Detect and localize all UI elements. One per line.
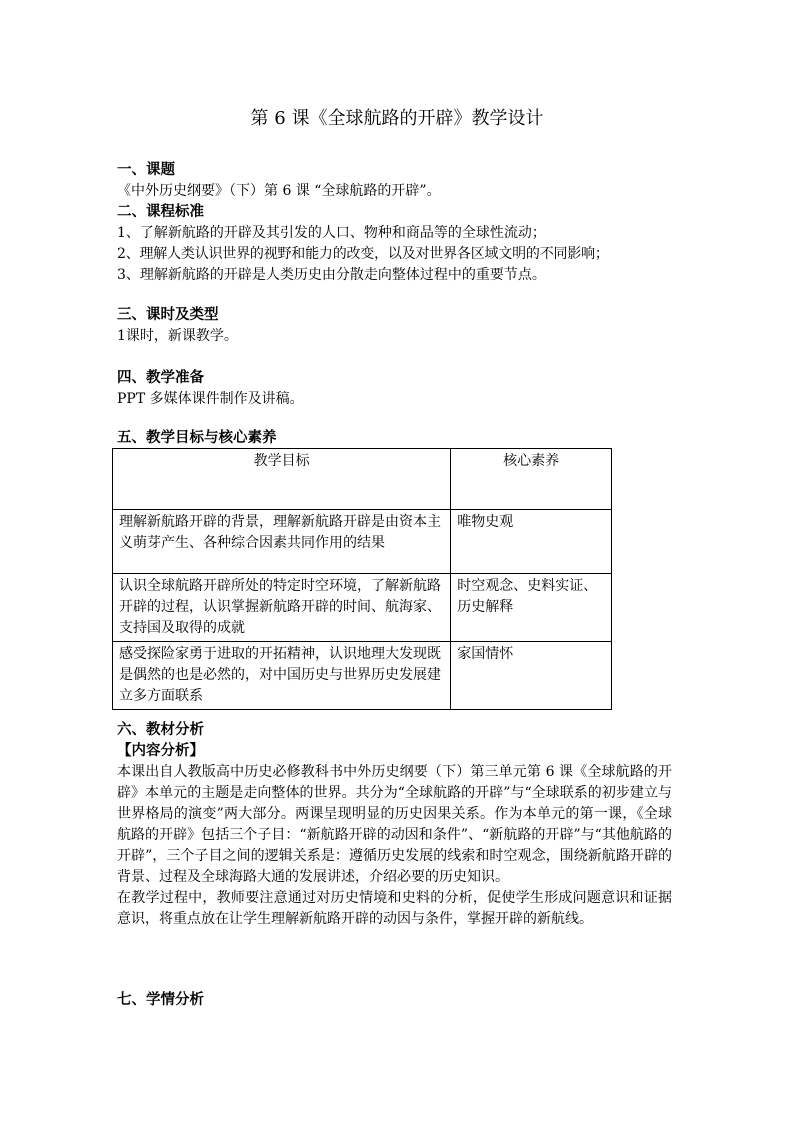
section-4 <box>117 368 672 410</box>
section-4-heading: 四、教学准备 <box>117 370 204 386</box>
literacy-cell: 唯物史观 <box>451 510 612 574</box>
content-analysis-paragraph-1: 本课出自人教版高中历史必修教科书中外历史纲要（下）第三单元第 6 课《全球航路的开辟》本单元的主题是走向整体的世界。共分为“全球航路的开辟”与“全球联系的初步建立与世界格局的演变”两大部分。两课呈现明显的历史因果关系。作为本单元的第一课，《全球航路的开辟》包括三个子目：“新航路开辟的动因和条件”、“新航路的开辟”与“其他航路的开辟”，三个子目之间的逻辑关系是：遵循历史发展的线索和时空观念，围绕新航路开辟的背景、过程及全球海路大通的发展讲述，介绍必要的历史知识。 <box>117 764 672 885</box>
table-row <box>113 642 612 710</box>
section-3-heading: 三、课时及类型 <box>117 307 219 323</box>
section-5-heading: 五、教学目标与核心素养 <box>117 430 277 446</box>
section-1-text: 《中外历史纲要》（下）第 6 课 “全球航路的开辟”。 <box>117 183 441 199</box>
standard-line-3: 3、理解新航路的开辟是人类历史由分散走向整体过程中的重要节点。 <box>117 267 546 283</box>
section-3-text: 1课时，新课教学。 <box>117 328 238 344</box>
section-1-heading: 一、课题 <box>117 162 175 178</box>
content-analysis-subheading: 【内容分析】 <box>117 743 204 759</box>
literacy-cell: 家国情怀 <box>451 642 612 710</box>
document-title: 第 6 课《全球航路的开辟》教学设计 <box>250 108 544 129</box>
section-6-heading: 六、教材分析 <box>117 722 204 738</box>
section-7-heading: 七、学情分析 <box>117 992 204 1008</box>
table-row <box>113 574 612 642</box>
table-row <box>113 510 612 574</box>
section-5 <box>117 428 672 449</box>
standard-line-1: 1、了解新航路的开辟及其引发的人口、物种和商品等的全球性流动； <box>117 225 546 241</box>
section-1 <box>117 160 672 202</box>
table-header-row <box>113 449 612 510</box>
standard-line-2: 2、理解人类认识世界的视野和能力的改变，以及对世界各区域文明的不同影响； <box>117 246 609 262</box>
goals-table <box>112 448 612 710</box>
goal-cell: 认识全球航路开辟所处的特定时空环境，了解新航路开辟的过程，认识掌握新航路开辟的时间、航海家、支持国及取得的成就 <box>113 574 451 642</box>
section-2-heading: 二、课程标准 <box>117 204 204 220</box>
section-3 <box>117 305 672 347</box>
section-6 <box>117 720 672 930</box>
section-2 <box>117 202 672 286</box>
goal-cell: 感受探险家勇于进取的开拓精神，认识地理大发现既是偶然的也是必然的，对中国历史与世界历史发展建立多方面联系 <box>113 642 451 710</box>
table-header-literacy: 核心素养 <box>451 449 612 510</box>
content-analysis-paragraph-2: 在教学过程中，教师要注意通过对历史情境和史料的分析，促使学生形成问题意识和证据意识，将重点放在让学生理解新航路开辟的动因与条件，掌握开辟的新航线。 <box>117 890 672 927</box>
table-header-goal: 教学目标 <box>113 449 451 510</box>
section-7 <box>117 990 672 1011</box>
section-4-text: PPT 多媒体课件制作及讲稿。 <box>117 391 304 407</box>
literacy-cell: 时空观念、史料实证、历史解释 <box>451 574 612 642</box>
goal-cell: 理解新航路开辟的背景，理解新航路开辟是由资本主义萌芽产生、各种综合因素共同作用的结果 <box>113 510 451 574</box>
